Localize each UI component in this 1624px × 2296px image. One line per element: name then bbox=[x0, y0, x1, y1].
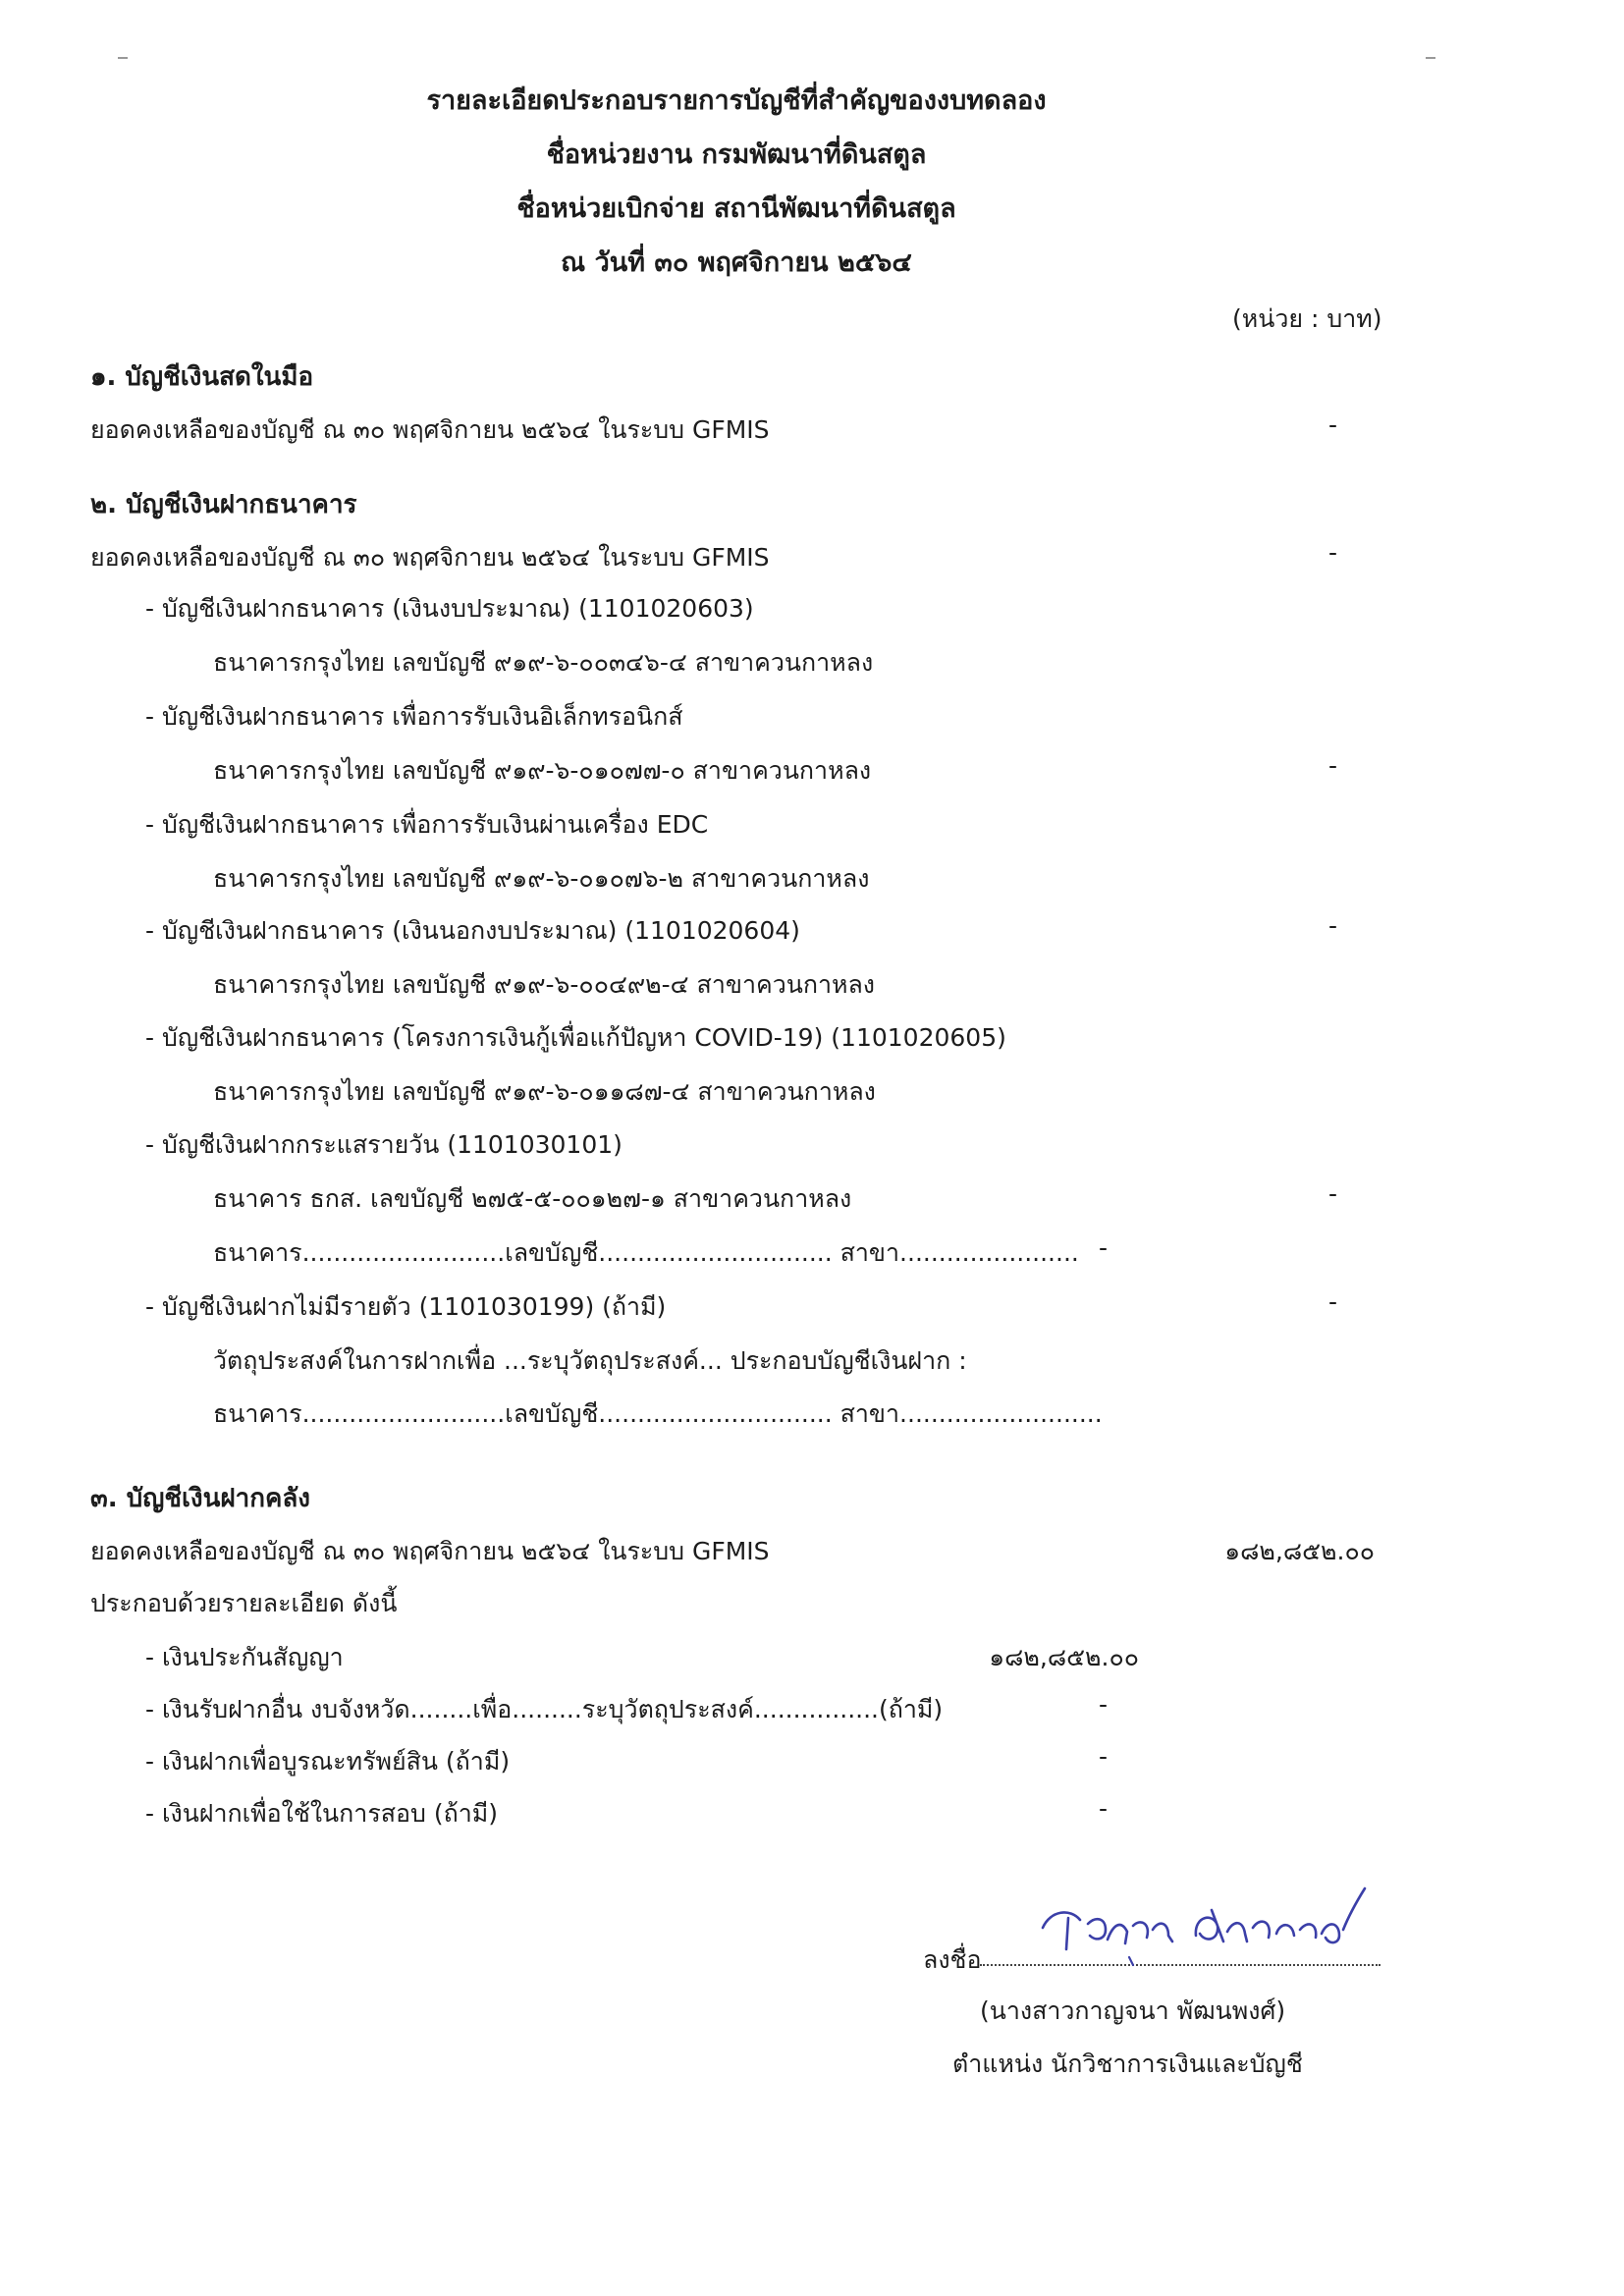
treasury-item-3: - เงินฝากเพื่อบูรณะทรัพย์สิน (ถ้ามี) bbox=[145, 1747, 511, 1776]
bank-item-4-detail: ธนาคารกรุงไทย เลขบัญชี ๙๑๙-๖-๐๐๔๙๒-๔ สาขาควนกาหลง bbox=[213, 970, 876, 999]
bank-item-7-value: - bbox=[1327, 1287, 1337, 1316]
bank-item-2: - บัญชีเงินฝากธนาคาร เพื่อการรับเงินอิเล็กทรอนิกส์ bbox=[145, 702, 683, 731]
section-2-balance-label: ยอดคงเหลือของบัญชี ณ ๓๐ พฤศจิกายน ๒๕๖๔ ในระบบ GFMIS bbox=[90, 543, 770, 572]
section-1-heading: ๑. บัญชีเงินสดในมือ bbox=[90, 362, 314, 392]
section-2-balance-value: - bbox=[1327, 538, 1337, 567]
bank-item-5-detail: ธนาคารกรุงไทย เลขบัญชี ๙๑๙-๖-๐๑๑๘๗-๔ สาขาควนกาหลง bbox=[213, 1077, 876, 1106]
bank-item-7-blank-line: ธนาคาร..........................เลขบัญชี.............................. สาขา.......................... bbox=[213, 1399, 1103, 1428]
treasury-item-1: - เงินประกันสัญญา bbox=[145, 1643, 344, 1671]
section-2-heading: ๒. บัญชีเงินฝากธนาคาร bbox=[90, 490, 357, 519]
section-1-balance-label: ยอดคงเหลือของบัญชี ณ ๓๐ พฤศจิกายน ๒๕๖๔ ในระบบ GFMIS bbox=[90, 415, 770, 444]
signatory-name: (นางสาวกาญจนา พัฒนพงศ์) bbox=[980, 1996, 1286, 2025]
bank-item-6: - บัญชีเงินฝากกระแสรายวัน (1101030101) bbox=[145, 1130, 623, 1159]
section-3-heading: ๓. บัญชีเงินฝากคลัง bbox=[90, 1484, 310, 1513]
handwritten-signature bbox=[1031, 1881, 1394, 1969]
bank-item-1-detail: ธนาคารกรุงไทย เลขบัญชี ๙๑๙-๖-๐๐๓๔๖-๔ สาขาควนกาหลง bbox=[213, 648, 874, 677]
scan-mark-right bbox=[1426, 57, 1435, 59]
section-3-balance-label: ยอดคงเหลือของบัญชี ณ ๓๐ พฤศจิกายน ๒๕๖๔ ในระบบ GFMIS bbox=[90, 1537, 770, 1565]
treasury-item-4-value: - bbox=[1098, 1794, 1108, 1823]
bank-item-6-blank-line: ธนาคาร..........................เลขบัญชี.............................. สาขา....................... bbox=[213, 1238, 1079, 1267]
bank-item-6-detail: ธนาคาร ธกส. เลขบัญชี ๒๗๕-๕-๐๐๑๒๗-๑ สาขาควนกาหลง bbox=[213, 1184, 852, 1213]
bank-item-5: - บัญชีเงินฝากธนาคาร (โครงการเงินกู้เพื่อแก้ปัญหา COVID-19) (1101020605) bbox=[145, 1023, 1006, 1052]
unit-label: (หน่วย : บาท) bbox=[1232, 304, 1382, 333]
bank-item-7-purpose: วัตถุประสงค์ในการฝากเพื่อ ...ระบุวัตถุประสงค์... ประกอบบัญชีเงินฝาก : bbox=[213, 1346, 967, 1375]
treasury-item-1-value: ๑๘๒,๘๕๒.๐๐ bbox=[989, 1643, 1139, 1671]
signature-label: ลงชื่อ bbox=[923, 1945, 982, 1974]
bank-item-6-value: - bbox=[1327, 1179, 1337, 1208]
treasury-item-2: - เงินรับฝากอื่น งบจังหวัด........เพื่อ.........ระบุวัตถุประสงค์................(ถ้ามี) bbox=[145, 1695, 944, 1723]
bank-item-4: - บัญชีเงินฝากธนาคาร (เงินนอกงบประมาณ) (1101020604) bbox=[145, 916, 800, 945]
bank-item-3: - บัญชีเงินฝากธนาคาร เพื่อการรับเงินผ่านเครื่อง EDC bbox=[145, 810, 709, 839]
signatory-position: ตำแหน่ง นักวิชาการเงินและบัญชี bbox=[952, 2050, 1303, 2078]
bank-item-4-value: - bbox=[1327, 911, 1337, 940]
document-title: รายละเอียดประกอบรายการบัญชีที่สำคัญของงบทดลอง bbox=[426, 85, 1047, 116]
disbursing-unit: ชื่อหน่วยเบิกจ่าย สถานีพัฒนาที่ดินสตูล bbox=[516, 193, 956, 224]
section-3-balance-value: ๑๘๒,๘๕๒.๐๐ bbox=[1224, 1537, 1375, 1565]
section-3-details-label: ประกอบด้วยรายละเอียด ดังนี้ bbox=[90, 1589, 398, 1617]
as-of-date: ณ วันที่ ๓๐ พฤศจิกายน ๒๕๖๔ bbox=[561, 247, 912, 278]
bank-item-2-detail: ธนาคารกรุงไทย เลขบัญชี ๙๑๙-๖-๐๑๐๗๗-๐ สาขาควนกาหลง bbox=[213, 756, 872, 785]
bank-item-3-detail: ธนาคารกรุงไทย เลขบัญชี ๙๑๙-๖-๐๑๐๗๖-๒ สาขาควนกาหลง bbox=[213, 864, 870, 893]
treasury-item-4: - เงินฝากเพื่อใช้ในการสอบ (ถ้ามี) bbox=[145, 1799, 498, 1828]
agency-name: ชื่อหน่วยงาน กรมพัฒนาที่ดินสตูล bbox=[546, 139, 927, 170]
scan-mark-left bbox=[118, 57, 128, 59]
bank-item-1: - บัญชีเงินฝากธนาคาร (เงินงบประมาณ) (1101020603) bbox=[145, 594, 754, 623]
treasury-item-3-value: - bbox=[1098, 1742, 1108, 1771]
treasury-item-2-value: - bbox=[1098, 1690, 1108, 1719]
bank-item-6-blank-value: - bbox=[1098, 1233, 1108, 1262]
section-1-balance-value: - bbox=[1327, 410, 1337, 439]
bank-item-7: - บัญชีเงินฝากไม่มีรายตัว (1101030199) (ถ้ามี) bbox=[145, 1292, 667, 1321]
bank-item-2-value: - bbox=[1327, 751, 1337, 780]
